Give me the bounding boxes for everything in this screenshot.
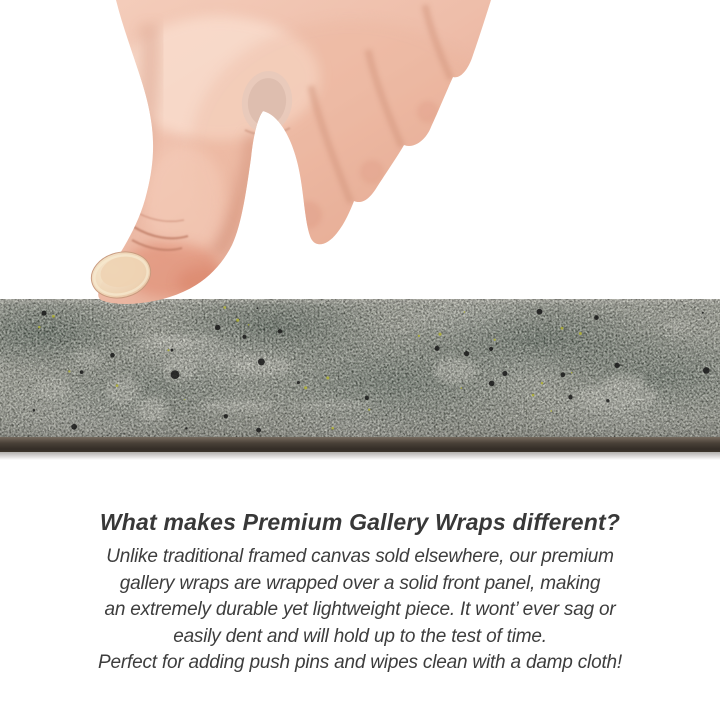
canvas-edge-photo xyxy=(0,299,720,437)
info-heading: What makes Premium Gallery Wraps different? xyxy=(99,509,621,535)
hand-thumb-press-photo xyxy=(0,0,720,308)
info-line: easily dent and will hold up to the test of time. xyxy=(173,625,547,647)
canvas-underside-edge xyxy=(0,437,720,452)
info-text-block xyxy=(0,508,720,677)
info-line: gallery wraps are wrapped over a solid front panel, making xyxy=(119,572,601,594)
info-line: Unlike traditional framed canvas sold elsewhere, our premium xyxy=(106,546,614,567)
canvas-drop-shadow xyxy=(0,452,720,460)
light-grain xyxy=(0,299,720,437)
info-line: Perfect for adding push pins and wipes clean with a damp cloth! xyxy=(98,652,622,674)
canvas-texture-speckles xyxy=(0,299,720,437)
info-line: an extremely durable yet lightweight piece. It wont’ ever sag or xyxy=(104,599,616,621)
